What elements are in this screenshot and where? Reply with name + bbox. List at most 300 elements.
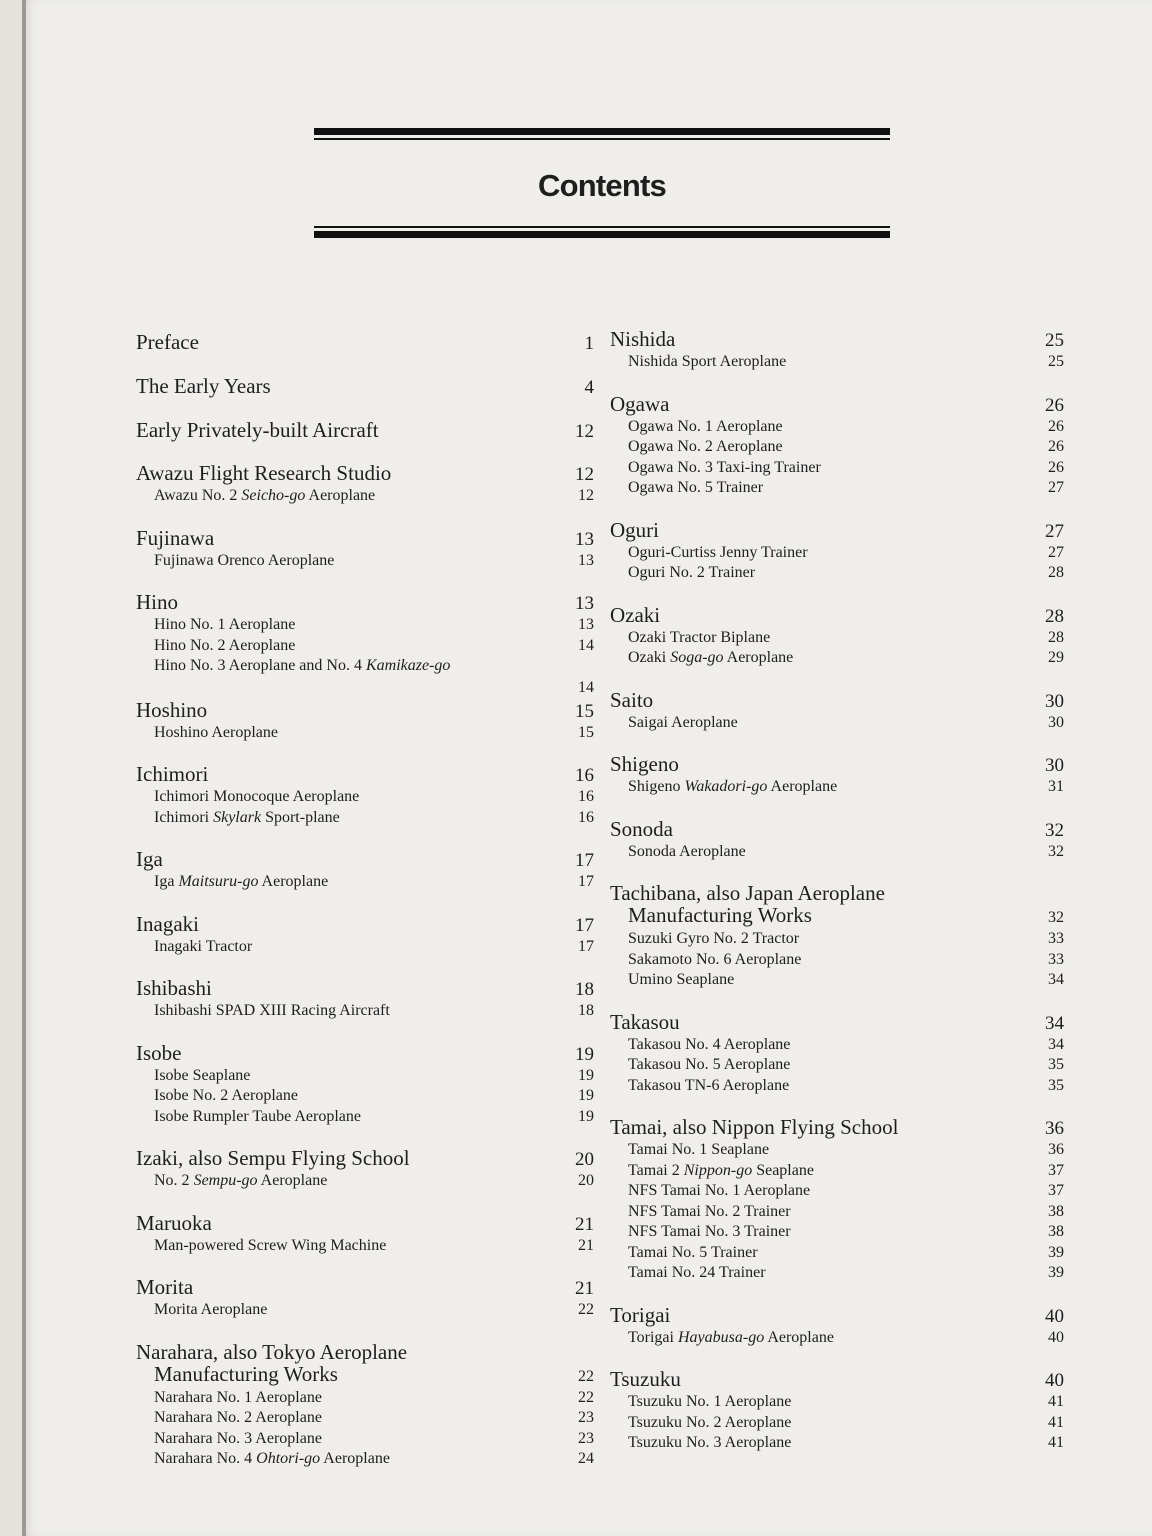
toc-entry-italic-title: Seicho-go [241, 487, 306, 504]
toc-entry-italic-title: Ohtori-go [256, 1450, 321, 1467]
toc-section [610, 1368, 1064, 1454]
toc-entry [610, 648, 1064, 669]
toc-entry-italic-title: Sempu-go [193, 1172, 258, 1189]
toc-entry [610, 458, 1064, 479]
toc-entry-label [628, 1392, 791, 1413]
toc-entry-text: NFS Tamai No. 3 Trainer [628, 1223, 791, 1240]
toc-entry-page-number: 35 [1048, 1056, 1064, 1073]
toc-section-heading-page-number: 28 [1045, 605, 1064, 627]
toc-entry-text: Ozaki [628, 649, 671, 666]
toc-section [610, 882, 1064, 991]
toc-entry-label [628, 713, 738, 734]
toc-section-heading-page-number: 15 [575, 700, 594, 722]
toc-entry-label [628, 842, 746, 863]
toc-section-heading [136, 527, 594, 551]
toc-entry-page-number: 15 [578, 723, 594, 741]
toc-entry-label [628, 437, 783, 458]
toc-section-heading-continued-label [154, 1363, 338, 1385]
toc-entry-text-after: Aeroplane [767, 778, 838, 795]
toc-section-heading [136, 1212, 594, 1236]
toc-section [136, 1042, 594, 1128]
toc-entry-text: NFS Tamai No. 2 Trainer [628, 1202, 791, 1220]
toc-entry-label [154, 1388, 322, 1409]
toc-entry-label [628, 1181, 810, 1202]
toc-section-heading-page-number: 40 [1045, 1370, 1064, 1391]
toc-entry-page-number: 32 [1048, 842, 1064, 860]
toc-section-heading [136, 1276, 594, 1300]
toc-section-heading-page-number: 13 [575, 528, 594, 550]
toc-section [610, 1011, 1064, 1097]
toc-entry-page-number: 25 [1048, 353, 1064, 370]
toc-entry-text: Isobe No. 2 Aeroplane [154, 1087, 298, 1104]
toc-section-heading-text: Early Privately-built Aircraft [136, 418, 379, 442]
toc-entry-label [154, 872, 328, 893]
toc-section-heading-page-number: 30 [1045, 690, 1064, 712]
toc-section-heading-page-number: 4 [584, 377, 594, 398]
toc-section-heading-label [610, 1304, 670, 1326]
toc-entry [136, 1086, 594, 1107]
toc-entry [610, 1413, 1064, 1434]
toc-section-heading-label [610, 1011, 680, 1033]
toc-entry-italic-title: Hayabusa-go [677, 1328, 765, 1346]
toc-entry-page-number: 31 [1048, 778, 1064, 795]
toc-entry-text: Umino Seaplane [628, 971, 735, 988]
toc-entry [136, 1171, 594, 1192]
toc-section-heading [136, 462, 594, 486]
toc-section-heading-page-number: 34 [1045, 1012, 1064, 1034]
toc-section-heading-continued-label [628, 904, 812, 926]
toc-entry [136, 1001, 594, 1022]
toc-section-heading [136, 977, 594, 1001]
toc-section-heading-continued-text: Manufacturing Works [628, 903, 812, 927]
toc-entry [610, 1035, 1064, 1056]
toc-section-heading [610, 604, 1064, 628]
title-rule-top [314, 128, 890, 140]
toc-section [610, 328, 1064, 373]
toc-entry [610, 1202, 1064, 1223]
toc-entry-text-after: Seaplane [752, 1161, 814, 1179]
toc-entry-italic-title: Soga-go [670, 649, 724, 666]
toc-section-heading-text: Isobe [136, 1040, 182, 1065]
toc-section-heading-label [136, 374, 271, 398]
toc-entry-label [628, 929, 799, 950]
toc-section-heading-label [610, 753, 679, 775]
toc-entry-label [628, 417, 783, 438]
toc-entry-page-number: 19 [578, 1087, 594, 1104]
toc-entry-label [628, 1140, 769, 1161]
toc-section-heading-label [136, 699, 207, 721]
toc-section-heading-text: Torigai [610, 1302, 671, 1327]
toc-entry-text: Torigai [628, 1328, 678, 1346]
toc-section-heading-page-number: 18 [575, 979, 594, 1000]
toc-entry-text: NFS Tamai No. 1 Aeroplane [628, 1182, 811, 1199]
toc-entry-page-number: 34 [1048, 1035, 1064, 1053]
toc-entry-text: Ozaki Tractor Biplane [628, 628, 771, 646]
toc-section-heading-text: Preface [136, 330, 199, 354]
toc-section [610, 604, 1064, 669]
toc-entry-text: Takasou TN-6 Aeroplane [628, 1076, 790, 1094]
toc-section-heading-page-number: 32 [1045, 819, 1064, 841]
toc-entry-label [628, 648, 793, 669]
toc-entry-page-number: 17 [578, 873, 594, 890]
toc-entry-page-number: 17 [578, 937, 594, 955]
toc-section-heading-label [610, 1368, 681, 1390]
toc-entry [610, 929, 1064, 950]
toc-entry-text: Ogawa No. 2 Aeroplane [628, 438, 783, 455]
toc-entry-text: Awazu No. 2 [154, 487, 242, 504]
toc-section-heading-label [136, 330, 199, 354]
toc-section-heading-page-number: 21 [575, 1278, 594, 1299]
toc-section [136, 1212, 594, 1257]
toc-entry-text: Tamai No. 5 Trainer [628, 1243, 758, 1261]
toc-entry-text: Takasou No. 4 Aeroplane [628, 1035, 791, 1053]
toc-entry-page-number: 38 [1048, 1202, 1064, 1220]
toc-entry-label [154, 1086, 298, 1107]
toc-section-heading-label [136, 848, 163, 870]
toc-entry-text: Nishida Sport Aeroplane [628, 353, 787, 370]
toc-entry-text: Isobe Seaplane [154, 1066, 251, 1084]
toc-entry-page-number: 12 [578, 487, 594, 504]
toc-entry [610, 417, 1064, 438]
toc-section-heading-continued-text: Manufacturing Works [154, 1361, 338, 1386]
toc-section-heading-label [136, 1341, 407, 1363]
toc-entry-label [628, 1035, 790, 1056]
toc-entry-page-number: 33 [1048, 950, 1064, 968]
toc-section [136, 330, 594, 356]
toc-section-heading-text: Awazu Flight Research Studio [136, 461, 392, 485]
toc-entry-page-number: 40 [1048, 1328, 1064, 1346]
toc-entry-text: Sonoda Aeroplane [628, 842, 746, 860]
toc-section-heading-label [136, 1147, 410, 1169]
toc-entry-italic-title: Skylark [213, 808, 262, 826]
toc-entry-label [154, 1107, 361, 1128]
toc-entry-text: Oguri No. 2 Trainer [628, 564, 756, 581]
toc-entry-text: Hoshino Aeroplane [154, 723, 278, 741]
toc-section-heading-text: The Early Years [136, 374, 271, 398]
toc-entry-page-number: 38 [1048, 1223, 1064, 1240]
toc-section-heading-text: Sonoda [610, 816, 673, 841]
toc-section-heading-label [610, 328, 675, 350]
toc-entry [136, 937, 594, 958]
toc-entry [136, 615, 594, 636]
toc-entry [610, 1263, 1064, 1284]
toc-entry [610, 1161, 1064, 1182]
toc-entry-label [628, 970, 734, 991]
toc-section [136, 913, 594, 958]
toc-section-heading-label [136, 462, 391, 484]
toc-entry-text-after: Aeroplane [305, 487, 376, 504]
toc-section-heading-text: Oguri [610, 517, 659, 542]
toc-entry-text: Ichimori Monocoque Aeroplane [154, 788, 360, 805]
toc-entry [136, 787, 594, 808]
toc-section [136, 462, 594, 507]
toc-entry-text: Oguri-Curtiss Jenny Trainer [628, 543, 808, 561]
toc-section-heading [136, 913, 594, 937]
toc-section-heading-text: Inagaki [136, 911, 199, 936]
toc-entry-text: Tsuzuku No. 2 Aeroplane [628, 1413, 792, 1431]
toc-entry-text-after: Aeroplane [764, 1328, 834, 1346]
toc-entry-text: Narahara No. 4 [154, 1450, 257, 1467]
toc-entry-label [628, 1413, 791, 1434]
toc-section [136, 1341, 594, 1470]
toc-entry-label [154, 1001, 390, 1022]
toc-entry [610, 352, 1064, 373]
toc-entry-text: Isobe Rumpler Taube Aeroplane [154, 1107, 361, 1125]
toc-entry [610, 478, 1064, 499]
toc-entry-text: Ogawa No. 3 Taxi-ing Trainer [628, 458, 821, 476]
toc-section-heading-text: Tsuzuku [610, 1367, 681, 1391]
toc-entry-text: Ichimori [154, 808, 214, 826]
toc-entry-text: Fujinawa Orenco Aeroplane [154, 551, 335, 569]
toc-entry-label [628, 352, 786, 373]
toc-entry [136, 1449, 594, 1470]
toc-section [610, 689, 1064, 734]
toc-entry-text: Ogawa No. 5 Trainer [628, 479, 764, 496]
toc-section-heading-text: Narahara, also Tokyo Aeroplane [136, 1339, 408, 1364]
toc-entry-label [154, 808, 340, 829]
toc-section [610, 393, 1064, 499]
toc-section-heading-page-number: 16 [575, 765, 594, 786]
toc-section-heading-page-number: 17 [575, 850, 594, 871]
toc-section-heading-label [610, 882, 885, 904]
toc-section-heading-page-number: 13 [575, 593, 594, 614]
toc-entry-page-number: 19 [578, 1066, 594, 1084]
toc-entry-page-number: 21 [578, 1236, 594, 1254]
toc-section [136, 763, 594, 828]
toc-entry-label [628, 777, 837, 798]
toc-entry-label [154, 1236, 386, 1257]
toc-entry [610, 1055, 1064, 1076]
toc-section-heading [136, 848, 594, 872]
toc-section-heading [610, 1368, 1064, 1392]
toc-entry-text: Sakamoto No. 6 Aeroplane [628, 950, 802, 968]
toc-section-heading-label [136, 913, 199, 935]
title-rule-bottom [314, 226, 890, 238]
toc-entry-text: Suzuki Gyro No. 2 Tractor [628, 930, 800, 947]
toc-section [610, 818, 1064, 863]
toc-section-heading-label [136, 1042, 182, 1064]
toc-entry-page-number: 27 [1048, 479, 1064, 496]
toc-section-heading [610, 882, 1064, 904]
toc-entry-label [154, 1449, 390, 1470]
page-title: Contents [538, 168, 666, 203]
toc-section-heading-text: Morita [136, 1275, 194, 1299]
toc-entry-text: Man-powered Screw Wing Machine [154, 1236, 387, 1254]
toc-entry-text: Tamai No. 24 Trainer [628, 1264, 766, 1281]
toc-section-heading-label [610, 393, 669, 415]
toc-section [610, 519, 1064, 584]
toc-section-heading-label [136, 527, 214, 549]
toc-section-heading-page-number: 30 [1045, 755, 1064, 776]
toc-section-heading-continued-page-number: 22 [578, 1367, 594, 1385]
toc-entry-text: Hino No. 2 Aeroplane [154, 636, 296, 654]
toc-section-heading [136, 591, 594, 615]
toc-entry-page-number: 39 [1048, 1264, 1064, 1281]
toc-entry [136, 1236, 594, 1257]
toc-entry [136, 486, 594, 507]
toc-entry-text: Narahara No. 3 Aeroplane [154, 1429, 322, 1447]
book-page [22, 0, 1152, 1536]
toc-entry-page-number: 34 [1048, 971, 1064, 988]
toc-entry-italic-title: Nippon-go [683, 1161, 753, 1179]
toc-section-heading [136, 1147, 594, 1171]
toc-entry [136, 872, 594, 893]
toc-entry-page-number: 36 [1048, 1141, 1064, 1158]
toc-section-heading-label [610, 1116, 898, 1138]
toc-section-heading [610, 818, 1064, 842]
toc-entry-label [628, 1328, 834, 1349]
toc-entry-label [154, 787, 359, 808]
toc-section-heading-page-number: 1 [584, 333, 594, 354]
toc-entry-page-number: 41 [1048, 1413, 1064, 1431]
toc-entry [610, 1140, 1064, 1161]
toc-section-heading-label [610, 519, 659, 541]
toc-entry-label [154, 551, 334, 572]
toc-section-heading [610, 753, 1064, 777]
toc-entry [136, 723, 594, 744]
toc-entry-label [628, 1263, 766, 1284]
toc-entry-page-number: 39 [1048, 1243, 1064, 1261]
toc-entry-label [628, 543, 808, 564]
toc-section-heading [136, 374, 594, 400]
toc-section-heading-page-number: 20 [575, 1149, 594, 1170]
toc-entry-label [628, 950, 801, 971]
toc-entry-page-number: 26 [1048, 438, 1064, 455]
toc-entry-page-number: 37 [1048, 1161, 1064, 1179]
toc-section-heading [610, 1304, 1064, 1328]
toc-entry [136, 656, 594, 677]
toc-entry-text: Hino No. 1 Aeroplane [154, 616, 296, 633]
toc-entry [610, 1392, 1064, 1413]
toc-entry [610, 1222, 1064, 1243]
toc-entry-label [154, 486, 375, 507]
toc-entry-page-number: 13 [578, 551, 594, 569]
toc-section-heading-text: Maruoka [136, 1210, 212, 1235]
toc-section-heading-text: Hoshino [136, 697, 208, 722]
toc-entry-page-number: 24 [578, 1450, 594, 1467]
toc-section-heading-page-number: 12 [575, 421, 594, 442]
toc-entry-label [154, 723, 278, 744]
toc-section [610, 1304, 1064, 1349]
toc-section-heading [136, 763, 594, 787]
toc-entry-label [628, 1243, 758, 1264]
toc-entry-page-number: 19 [578, 1107, 594, 1125]
toc-entry-text: Saigai Aeroplane [628, 713, 738, 731]
toc-section [136, 1276, 594, 1321]
toc-entry [610, 970, 1064, 991]
toc-entry-italic-title: Wakadori-go [684, 778, 768, 795]
toc-section [136, 527, 594, 572]
toc-section [136, 848, 594, 893]
toc-entry-label [628, 563, 755, 584]
toc-entry-label [628, 1202, 791, 1223]
toc-section-heading-text: Ichimori [136, 762, 209, 786]
toc-section-heading-label [136, 1276, 193, 1298]
toc-entry [610, 628, 1064, 649]
toc-entry-text: Ishibashi SPAD XIII Racing Aircraft [154, 1002, 390, 1019]
toc-entry [610, 437, 1064, 458]
toc-entry [610, 1243, 1064, 1264]
toc-entry-text: Tamai No. 1 Seaplane [628, 1141, 770, 1158]
toc-entry-label [154, 636, 295, 657]
toc-section-heading [610, 519, 1064, 543]
toc-entry-page-number: 37 [1048, 1182, 1064, 1199]
toc-section-heading-page-number: 27 [1045, 520, 1064, 542]
toc-section-heading-label [136, 591, 178, 613]
toc-entry-text-after: Aeroplane [723, 649, 794, 666]
toc-section-heading [610, 328, 1064, 352]
toc-entry-page-number: 13 [578, 616, 594, 633]
toc-entry-text-after: Aeroplane [257, 1172, 328, 1189]
toc-section-heading-label [610, 689, 653, 711]
toc-entry-text: Ogawa No. 1 Aeroplane [628, 417, 783, 435]
toc-entry-page-number: 41 [1048, 1393, 1064, 1410]
toc-section [136, 1147, 594, 1192]
toc-section-heading-page-number: 26 [1045, 394, 1064, 416]
toc-entry-text: Narahara No. 1 Aeroplane [154, 1388, 322, 1406]
toc-entry-italic-title: Maitsuru-go [178, 873, 259, 890]
toc-entry-page-number: 26 [1048, 458, 1064, 476]
toc-entry-page-number: 22 [578, 1388, 594, 1406]
toc-section-heading-page-number: 25 [1045, 330, 1064, 351]
toc-section [610, 1116, 1064, 1284]
toc-entry-label [154, 1066, 250, 1087]
toc-section-heading [610, 393, 1064, 417]
toc-section-heading-page-number: 12 [575, 464, 594, 485]
toc-entry [136, 551, 594, 572]
toc-entry-page-number: 18 [578, 1002, 594, 1019]
toc-entry-page-number: 14 [578, 678, 594, 696]
toc-entry-label [628, 1222, 791, 1243]
toc-section-heading [136, 1341, 594, 1363]
toc-entry [610, 777, 1064, 798]
toc-section-heading-page-number: 40 [1045, 1305, 1064, 1327]
toc-entry-page-number: 28 [1048, 628, 1064, 646]
toc-section-heading-text: Tamai, also Nippon Flying School [610, 1115, 899, 1139]
toc-entry-page-number: 30 [1048, 713, 1064, 731]
toc-section-heading-page-number: 36 [1045, 1118, 1064, 1139]
toc-section [136, 418, 594, 444]
toc-entry-page-number: 22 [578, 1301, 594, 1318]
toc-entry-page-number: 16 [578, 788, 594, 805]
toc-section-heading-text: Ozaki [610, 602, 661, 627]
toc-section-heading-page-number: 19 [575, 1043, 594, 1065]
toc-section-heading-text: Iga [136, 847, 163, 871]
toc-entry-page-number: 26 [1048, 417, 1064, 435]
toc-entry-italic-title: Kamikaze-go [365, 657, 451, 674]
toc-section-heading-text: Izaki, also Sempu Flying School [136, 1146, 410, 1170]
toc-section-heading-label [610, 604, 660, 626]
toc-entry-text: Morita Aeroplane [154, 1301, 268, 1318]
toc-section [136, 374, 594, 400]
toc-entry-text: Hino No. 3 Aeroplane and No. 4 [154, 657, 366, 674]
toc-section-heading [136, 699, 594, 723]
toc-entry-label [154, 656, 450, 677]
contents-left-column [136, 330, 594, 1470]
toc-entry-page-number: 41 [1048, 1434, 1064, 1451]
toc-section-heading [610, 1116, 1064, 1140]
toc-section-heading-text: Takasou [610, 1009, 680, 1034]
toc-section-heading [610, 1011, 1064, 1035]
toc-entry [610, 1181, 1064, 1202]
toc-entry [610, 1076, 1064, 1097]
toc-entry [610, 543, 1064, 564]
toc-section-heading [136, 418, 594, 444]
toc-entry-page-number: 20 [578, 1172, 594, 1189]
toc-entry-label [628, 628, 770, 649]
toc-entry [610, 1433, 1064, 1454]
toc-entry-page-number: 14 [578, 636, 594, 654]
